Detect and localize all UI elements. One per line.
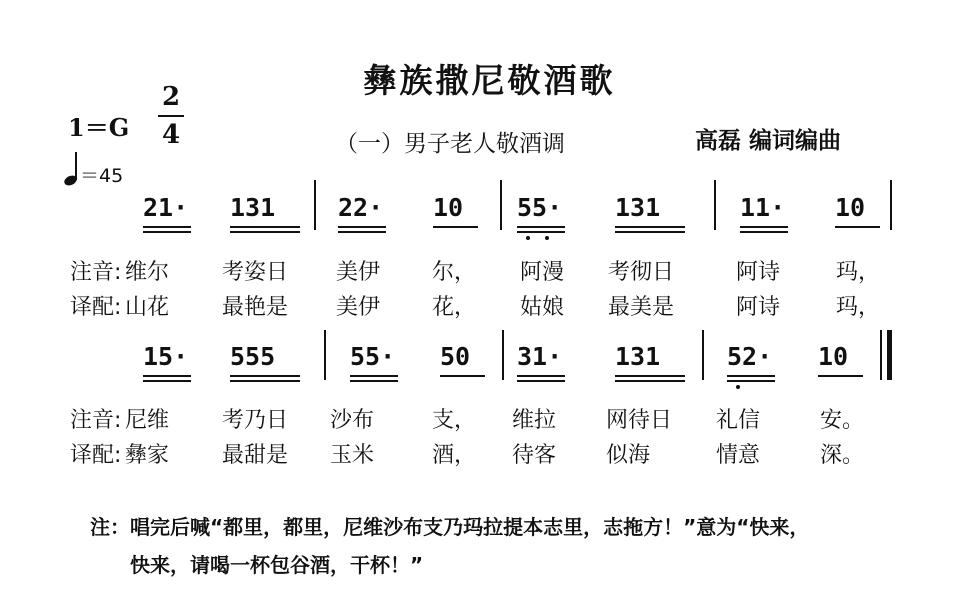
lyric-syllable: 考乃日 — [222, 408, 289, 433]
lyric-syllable: 考彻日 — [608, 260, 675, 285]
lyric-syllable: 情意 — [716, 443, 761, 468]
rhythm-underline — [517, 226, 565, 228]
rhythm-underline — [230, 380, 300, 382]
song-title: 彝族撒尼敬酒歌 — [363, 61, 616, 100]
lyric-syllable: 阿诗 — [736, 260, 781, 285]
measure-note: 21· — [143, 193, 189, 222]
measure-note: 10 — [835, 193, 866, 222]
rhythm-underline — [230, 375, 300, 377]
song-subtitle: （一）男子老人敬酒调 — [335, 131, 565, 157]
lyric-syllable: 沙布 — [330, 408, 375, 433]
rhythm-underline — [338, 226, 386, 228]
lyric-syllable: 似海 — [606, 443, 651, 468]
lyric-syllable: 最艳是 — [222, 295, 289, 320]
time-signature-bar — [158, 115, 184, 117]
rhythm-underline — [517, 380, 565, 382]
lyric-syllable: 维尔 — [125, 260, 170, 285]
low-octave-dot — [526, 236, 530, 240]
lyric-syllable: 美伊 — [336, 295, 381, 320]
measure-note: 131 — [615, 342, 661, 371]
measure-note: 55· — [517, 193, 563, 222]
rhythm-underline — [517, 231, 565, 233]
lyric-syllable: 山花 — [125, 295, 170, 320]
barline — [702, 330, 704, 380]
author-credit: 高磊 编词编曲 — [695, 128, 842, 154]
rhythm-underline — [338, 231, 386, 233]
rhythm-underline — [517, 375, 565, 377]
lyric-syllable: 花， — [432, 295, 477, 320]
final-barline-thick — [887, 330, 892, 380]
rhythm-underline — [143, 375, 191, 377]
measure-note: 31· — [517, 342, 563, 371]
rhythm-underline — [615, 226, 685, 228]
time-signature-top: 2 — [161, 82, 181, 112]
lyric-syllable: 姑娘 — [520, 295, 565, 320]
measure-note: 555 — [230, 342, 276, 371]
measure-note: 15· — [143, 342, 189, 371]
lyric-syllable: 安。 — [820, 408, 865, 433]
barline — [324, 330, 326, 380]
rhythm-underline — [143, 226, 191, 228]
rhythm-underline — [740, 231, 788, 233]
rhythm-underline — [350, 375, 398, 377]
lyric-label: 译配: — [70, 443, 122, 468]
lyric-syllable: 玛， — [836, 295, 881, 320]
rhythm-underline — [350, 380, 398, 382]
rhythm-underline — [727, 375, 775, 377]
lyric-syllable: 维拉 — [512, 408, 557, 433]
low-octave-dot — [736, 385, 740, 389]
lyric-syllable: 酒， — [432, 443, 477, 468]
rhythm-underline — [440, 375, 485, 377]
barline — [714, 180, 716, 230]
barline — [314, 180, 316, 230]
lyric-syllable: 阿诗 — [736, 295, 781, 320]
lyric-syllable: 阿漫 — [520, 260, 565, 285]
measure-note: 52· — [727, 342, 773, 371]
rhythm-underline — [740, 226, 788, 228]
rhythm-underline — [433, 226, 478, 228]
rhythm-underline — [727, 380, 775, 382]
time-signature-bottom: 4 — [161, 120, 181, 150]
footnote-text-1: 唱完后喊“都里，都里，尼维沙布支乃玛拉提本志里，志拖方！”意为“快来， — [130, 515, 810, 539]
lyric-syllable: 考姿日 — [222, 260, 289, 285]
lyric-syllable: 网待日 — [606, 408, 673, 433]
key-signature: 1＝G — [68, 113, 130, 142]
footnote-label: 注： — [90, 515, 130, 539]
lyric-syllable: 支， — [432, 408, 477, 433]
lyric-syllable: 深。 — [820, 443, 865, 468]
barline — [502, 330, 504, 380]
lyric-syllable: 最甜是 — [222, 443, 289, 468]
low-octave-dot — [545, 236, 549, 240]
rhythm-underline — [818, 375, 863, 377]
footnote-line-2: 快来，请喝一杯包谷酒，干杯！” — [130, 553, 424, 577]
lyric-label: 注音: — [70, 408, 122, 433]
rhythm-underline — [615, 375, 685, 377]
quarter-note-icon — [64, 152, 80, 188]
measure-note: 131 — [230, 193, 276, 222]
rhythm-underline — [143, 380, 191, 382]
lyric-label: 注音: — [70, 260, 122, 285]
rhythm-underline — [835, 226, 880, 228]
time-signature — [158, 82, 184, 150]
measure-note: 10 — [818, 342, 849, 371]
rhythm-underline — [143, 231, 191, 233]
barline — [890, 180, 892, 230]
lyric-syllable: 尼维 — [125, 408, 170, 433]
rhythm-underline — [615, 380, 685, 382]
rhythm-underline — [615, 231, 685, 233]
lyric-syllable: 玛， — [836, 260, 881, 285]
measure-note: 10 — [433, 193, 464, 222]
measure-note: 55· — [350, 342, 396, 371]
lyric-syllable: 美伊 — [336, 260, 381, 285]
barline — [500, 180, 502, 230]
measure-note: 11· — [740, 193, 786, 222]
footnote-line-1 — [90, 508, 809, 546]
tempo-value: ＝45 — [80, 165, 124, 187]
lyric-syllable: 尔， — [432, 260, 477, 285]
rhythm-underline — [230, 231, 300, 233]
lyric-syllable: 玉米 — [330, 443, 375, 468]
measure-note: 131 — [615, 193, 661, 222]
measure-note: 50 — [440, 342, 471, 371]
lyric-syllable: 彝家 — [125, 443, 170, 468]
footnote — [90, 508, 809, 584]
rhythm-underline — [230, 226, 300, 228]
lyric-syllable: 最美是 — [608, 295, 675, 320]
final-barline-thin — [880, 330, 882, 380]
tempo-mark — [64, 152, 123, 188]
lyric-syllable: 待客 — [512, 443, 557, 468]
measure-note: 22· — [338, 193, 384, 222]
lyric-syllable: 礼信 — [716, 408, 761, 433]
lyric-label: 译配: — [70, 295, 122, 320]
